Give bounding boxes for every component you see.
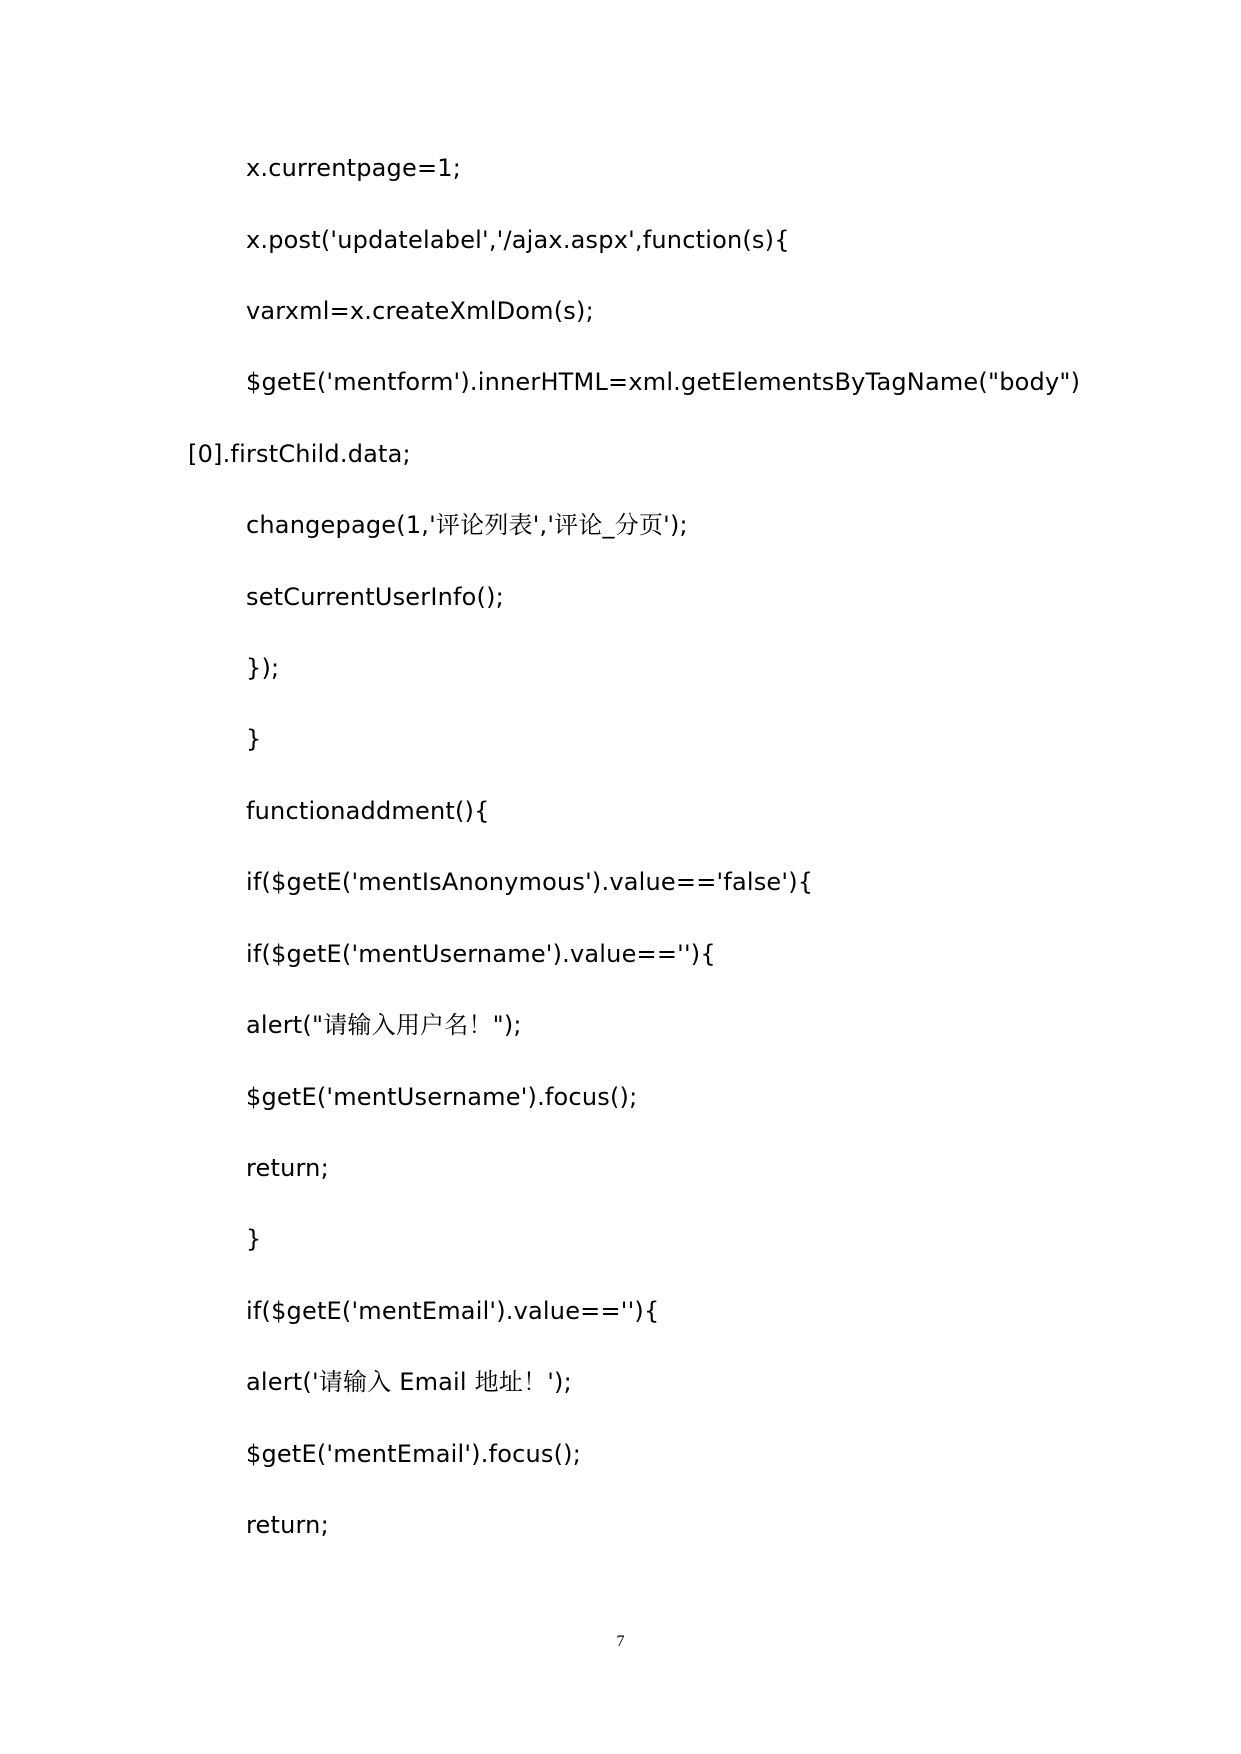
code-line: return; bbox=[246, 1154, 329, 1182]
code-line: x.post('updatelabel','/ajax.aspx',function(s){ bbox=[246, 226, 790, 254]
page-number: 7 bbox=[616, 1633, 625, 1650]
code-line: $getE('mentUsername').focus(); bbox=[246, 1083, 638, 1111]
code-line: changepage(1,'评论列表','评论_分页'); bbox=[246, 511, 688, 539]
code-line: if($getE('mentEmail').value==''){ bbox=[246, 1297, 660, 1325]
code-line: x.currentpage=1; bbox=[246, 154, 462, 182]
code-line: } bbox=[246, 725, 262, 753]
code-line: varxml=x.createXmlDom(s); bbox=[246, 297, 594, 325]
code-line: return; bbox=[246, 1511, 329, 1539]
code-line: if($getE('mentUsername').value==''){ bbox=[246, 940, 716, 968]
code-line: } bbox=[246, 1225, 262, 1253]
code-line: [0].firstChild.data; bbox=[188, 440, 411, 468]
code-line: $getE('mentform').innerHTML=xml.getElementsByTagName("body") bbox=[246, 368, 1081, 396]
code-line: $getE('mentEmail').focus(); bbox=[246, 1440, 582, 1468]
code-line: }); bbox=[246, 654, 280, 682]
code-line: setCurrentUserInfo(); bbox=[246, 583, 504, 611]
code-line: functionaddment(){ bbox=[246, 797, 490, 825]
code-line: alert("请输入用户名！"); bbox=[246, 1011, 522, 1039]
code-line: alert('请输入 Email 地址！'); bbox=[246, 1368, 572, 1396]
code-line: if($getE('mentIsAnonymous').value=='false'){ bbox=[246, 868, 814, 896]
